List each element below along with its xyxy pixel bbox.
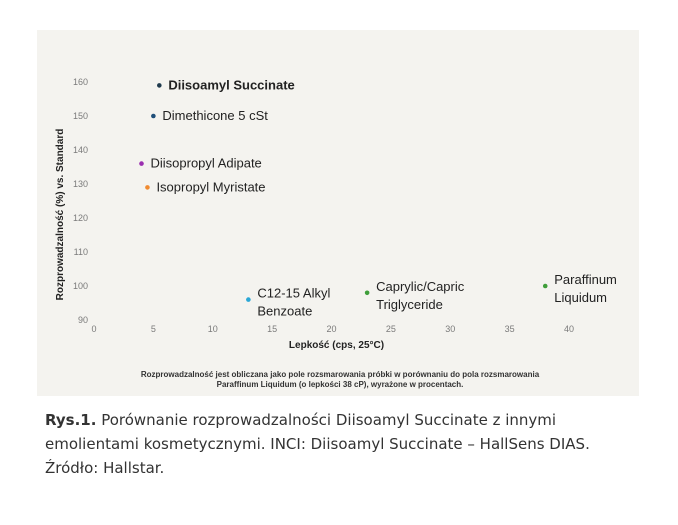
x-tick-label: 40 xyxy=(563,324,575,334)
x-tick-label: 15 xyxy=(267,324,278,334)
data-point xyxy=(543,284,548,289)
data-point xyxy=(157,83,162,88)
y-tick-label: 160 xyxy=(72,77,88,87)
point-label-line: Diisopropyl Adipate xyxy=(150,155,262,171)
footnote-line-1: Rozprowadzalność jest obliczana jako pole rozsmarowania próbki w porównaniu do pola rozsmarowania xyxy=(140,370,540,379)
footnote-line-2: Paraffinum Liquidum (o lepkości 38 cP), wyrażone w procentach. xyxy=(216,380,464,389)
x-tick-label: 35 xyxy=(504,324,515,334)
y-tick-label: 140 xyxy=(72,145,88,155)
data-point xyxy=(246,297,251,302)
point-label-line: Benzoate xyxy=(257,303,313,319)
point-label-line: C12-15 Alkyl xyxy=(257,285,331,301)
x-tick-label: 5 xyxy=(150,324,156,334)
y-axis-title: Rozprowadzalność (%) vs. Standard xyxy=(55,128,66,301)
x-tick-label: 0 xyxy=(91,324,97,334)
point-label xyxy=(168,77,294,92)
y-tick-label: 110 xyxy=(73,247,88,257)
point-label-line: Caprylic/Capric xyxy=(376,278,465,294)
y-tick-label: 150 xyxy=(72,111,88,121)
x-tick-label: 30 xyxy=(445,324,456,334)
y-tick-label: 100 xyxy=(72,281,88,291)
y-tick-label: 130 xyxy=(72,179,88,189)
point-label-line: Diisoamyl Succinate xyxy=(168,77,295,93)
point-label-line: Liquidum xyxy=(554,290,608,305)
x-tick-labels xyxy=(91,324,574,334)
point-label xyxy=(151,156,262,171)
data-point xyxy=(139,161,144,166)
x-tick-label: 10 xyxy=(207,324,218,334)
data-point xyxy=(145,185,150,190)
caption-label: Rys.1. xyxy=(45,411,97,429)
point-label-line: Dimethicone 5 cSt xyxy=(162,108,268,123)
point-label-line: Paraffinum xyxy=(554,272,617,287)
point-label xyxy=(257,286,330,319)
x-axis-title: Lepkość (cps, 25°C) xyxy=(288,340,385,351)
figure-caption xyxy=(45,408,645,480)
point-label xyxy=(162,108,268,123)
point-label xyxy=(554,272,617,305)
data-point xyxy=(365,291,370,296)
y-tick-label: 120 xyxy=(72,213,88,223)
x-tick-label: 25 xyxy=(385,324,396,334)
data-point xyxy=(151,114,156,119)
x-tick-label: 20 xyxy=(326,324,337,334)
caption-text: Porównanie rozprowadzalności Diisoamyl Succinate z innymi emolientami kosmetycznymi. INCI: Diisoamyl Succinate – HallSens DIAS. Źródło: Hallstar. xyxy=(45,411,590,477)
y-tick-label: 90 xyxy=(77,315,88,325)
chart-footnote xyxy=(110,370,570,390)
point-labels xyxy=(151,77,617,318)
point-label xyxy=(156,179,265,194)
y-tick-labels xyxy=(73,77,88,325)
chart-panel xyxy=(37,30,639,396)
point-label-line: Triglyceride xyxy=(376,296,443,312)
scatter-chart xyxy=(37,30,639,396)
point-label-line: Isopropyl Myristate xyxy=(156,179,266,195)
point-label xyxy=(376,279,465,312)
